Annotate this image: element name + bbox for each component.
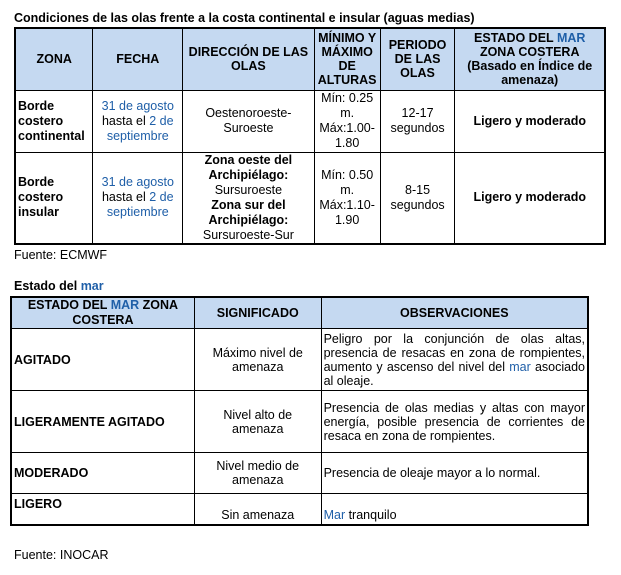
date-end: 2 de septiembre xyxy=(106,113,174,143)
date-start: 31 de agosto xyxy=(101,98,174,113)
cell-alturas: Mín: 0.50 m. Máx:1.10-1.90 xyxy=(314,152,380,244)
obs-text: Peligro por la conjunción de olas altas, presencia de resacas en zona de rompientes, aumento y ascenso del nivel del xyxy=(323,331,585,374)
date-sep: hasta el xyxy=(101,113,150,128)
zone-west-value: Sursuroeste xyxy=(214,182,283,197)
cell-zona: Borde costero insular xyxy=(15,152,93,244)
header-estado xyxy=(455,28,605,90)
mar-word: Mar xyxy=(323,507,346,522)
table-row xyxy=(11,391,588,453)
table-header-row xyxy=(15,28,605,90)
header-estado-text: ESTADO DEL xyxy=(27,298,111,312)
cell-observaciones: Presencia de olas medias y altas con mayor energía, posible presencia de corrientes de resaca en zona de rompientes. xyxy=(321,391,588,453)
header-significado: SIGNIFICADO xyxy=(194,297,321,329)
cell-significado: Máximo nivel de amenaza xyxy=(194,329,321,391)
cell-direccion: Oestenoroeste-Suroeste xyxy=(183,90,315,152)
mar-word: MAR xyxy=(556,31,586,46)
date-start: 31 de agosto xyxy=(101,175,174,190)
cell-alturas: Mín: 0.25 m. Máx:1.00-1.80 xyxy=(314,90,380,152)
header-estado-text: ZONA COSTERA xyxy=(479,45,580,60)
cell-periodo: 8-15 segundos xyxy=(380,152,455,244)
header-estado-note: (Basado en Índice de amenaza) xyxy=(467,59,593,88)
date-sep: hasta el xyxy=(101,190,150,205)
source-inocar: Fuente: INOCAR xyxy=(14,548,109,562)
cell-estado: LIGERO xyxy=(11,494,194,525)
table-row xyxy=(15,152,605,244)
cell-estado: Ligero y moderado xyxy=(455,90,605,152)
cell-periodo: 12-17 segundos xyxy=(380,90,455,152)
mar-word: mar xyxy=(80,279,104,293)
header-zona: ZONA xyxy=(15,28,93,90)
cell-zona: Borde costero continental xyxy=(15,90,93,152)
zone-west-label: Zona oeste del Archipiélago: xyxy=(204,152,293,182)
table-header-row xyxy=(11,297,588,329)
cell-significado: Sin amenaza xyxy=(194,494,321,525)
header-fecha: FECHA xyxy=(93,28,183,90)
table-row xyxy=(11,494,588,525)
cell-estado: AGITADO xyxy=(11,329,194,391)
cell-fecha xyxy=(93,152,183,244)
obs-text: asociado al oleaje. xyxy=(323,359,585,388)
header-periodo: PERIODO DE LAS OLAS xyxy=(380,28,455,90)
header-estado-text: ESTADO DEL xyxy=(474,31,557,46)
header-estado xyxy=(11,297,194,329)
cell-direccion xyxy=(183,152,315,244)
table-row xyxy=(15,90,605,152)
zone-south-label: Zona sur del Archipiélago: xyxy=(208,197,289,227)
wave-conditions-table xyxy=(14,27,606,245)
title-sea-state-text: Estado del xyxy=(14,279,81,293)
cell-observaciones xyxy=(321,329,588,391)
title-sea-state xyxy=(14,279,104,293)
cell-observaciones: Presencia de oleaje mayor a lo normal. xyxy=(321,453,588,494)
header-estado-text: ZONA COSTERA xyxy=(72,298,179,327)
header-alturas: MÍNIMO Y MÁXIMO DE ALTURAS xyxy=(314,28,380,90)
header-observaciones: OBSERVACIONES xyxy=(321,297,588,329)
table-row xyxy=(11,329,588,391)
cell-significado: Nivel medio de amenaza xyxy=(194,453,321,494)
cell-estado: Ligero y moderado xyxy=(455,152,605,244)
cell-estado: MODERADO xyxy=(11,453,194,494)
zone-south-value: Sursuroeste-Sur xyxy=(202,227,294,242)
table-row xyxy=(11,453,588,494)
title-conditions: Condiciones de las olas frente a la costa continental e insular (aguas medias) xyxy=(14,11,475,25)
obs-text: tranquilo xyxy=(345,507,397,522)
header-direccion: DIRECCIÓN DE LAS OLAS xyxy=(183,28,315,90)
cell-fecha xyxy=(93,90,183,152)
date-end: 2 de septiembre xyxy=(106,190,174,220)
mar-word: mar xyxy=(509,359,531,374)
cell-observaciones xyxy=(321,494,588,525)
cell-significado: Nivel alto de amenaza xyxy=(194,391,321,453)
mar-word: MAR xyxy=(110,298,140,312)
source-ecmwf: Fuente: ECMWF xyxy=(14,248,108,262)
cell-estado: LIGERAMENTE AGITADO xyxy=(11,391,194,453)
sea-state-table xyxy=(10,296,589,526)
